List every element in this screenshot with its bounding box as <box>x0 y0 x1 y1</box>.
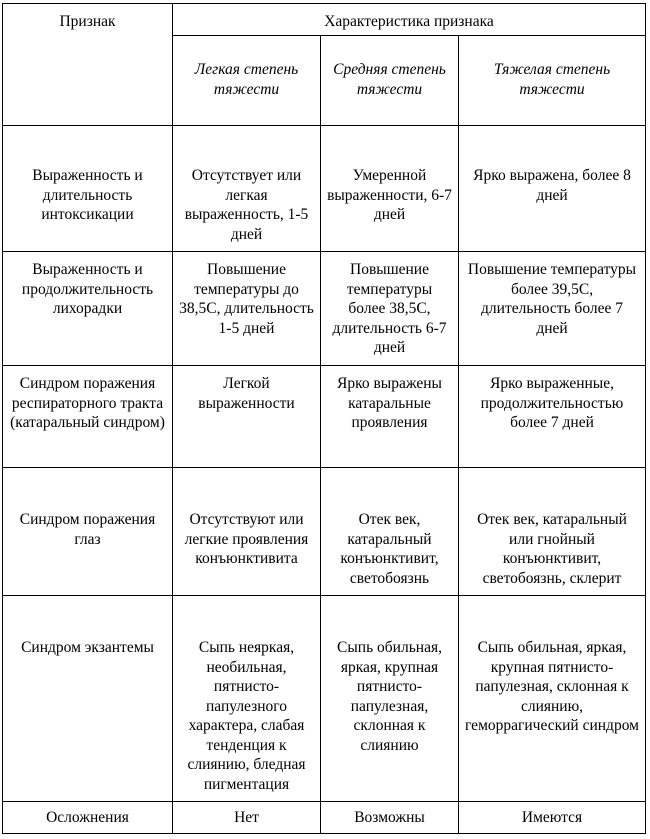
severity-table <box>2 3 646 834</box>
row-feature: Выраженность и продолжительность лихорадки <box>3 252 173 366</box>
table-row <box>3 468 646 596</box>
feature-header: Признак <box>3 4 173 126</box>
table-row <box>3 596 646 802</box>
row-feature: Осложнения <box>3 802 173 834</box>
table-row <box>3 252 646 366</box>
table-row <box>3 126 646 252</box>
row-severe: Ярко выраженные, продолжительностью более 7 дней <box>459 366 646 468</box>
severe-header: Тяжелая степень тяжести <box>459 36 646 126</box>
table-row <box>3 366 646 468</box>
row-severe: Ярко выражена, более 8 дней <box>459 126 646 252</box>
row-severe: Сыпь обильная, яркая, крупная пятнисто-папулезная, склонная к слиянию, геморрагический синдром <box>459 596 646 802</box>
row-mild: Повышение температуры до 38,5С, длительность 1-5 дней <box>173 252 321 366</box>
row-severe: Повышение температуры более 39,5С, длительность более 7 дней <box>459 252 646 366</box>
row-moderate: Отек век, катаральный конъюнктивит, светобоязнь <box>321 468 459 596</box>
row-mild: Отсутствует или легкая выраженность, 1-5 дней <box>173 126 321 252</box>
row-mild: Нет <box>173 802 321 834</box>
row-moderate: Умеренной выраженности, 6-7 дней <box>321 126 459 252</box>
row-feature: Синдром экзантемы <box>3 596 173 802</box>
row-moderate: Ярко выражены катаральные проявления <box>321 366 459 468</box>
row-mild: Сыпь неяркая, необильная, пятнисто-папулезного характера, слабая тенденция к слиянию, бледная пигментация <box>173 596 321 802</box>
row-moderate: Возможны <box>321 802 459 834</box>
moderate-header: Средняя степень тяжести <box>321 36 459 126</box>
mild-header: Легкая степень тяжести <box>173 36 321 126</box>
row-severe: Отек век, катаральный или гнойный конъюнктивит, светобоязнь, склерит <box>459 468 646 596</box>
row-mild: Отсутствуют или легкие проявления конъюнктивита <box>173 468 321 596</box>
row-feature: Выраженность и длительность интоксикации <box>3 126 173 252</box>
characteristic-header: Характеристика признака <box>173 4 646 36</box>
table-row <box>3 802 646 834</box>
row-moderate: Повышение температуры более 38,5С, длительность 6-7 дней <box>321 252 459 366</box>
row-severe: Имеются <box>459 802 646 834</box>
row-moderate: Сыпь обильная, яркая, крупная пятнисто-папулезная, склонная к слиянию <box>321 596 459 802</box>
row-feature: Синдром поражения глаз <box>3 468 173 596</box>
row-mild: Легкой выраженности <box>173 366 321 468</box>
header-row <box>3 4 646 36</box>
row-feature: Синдром поражения респираторного тракта (катаральный синдром) <box>3 366 173 468</box>
